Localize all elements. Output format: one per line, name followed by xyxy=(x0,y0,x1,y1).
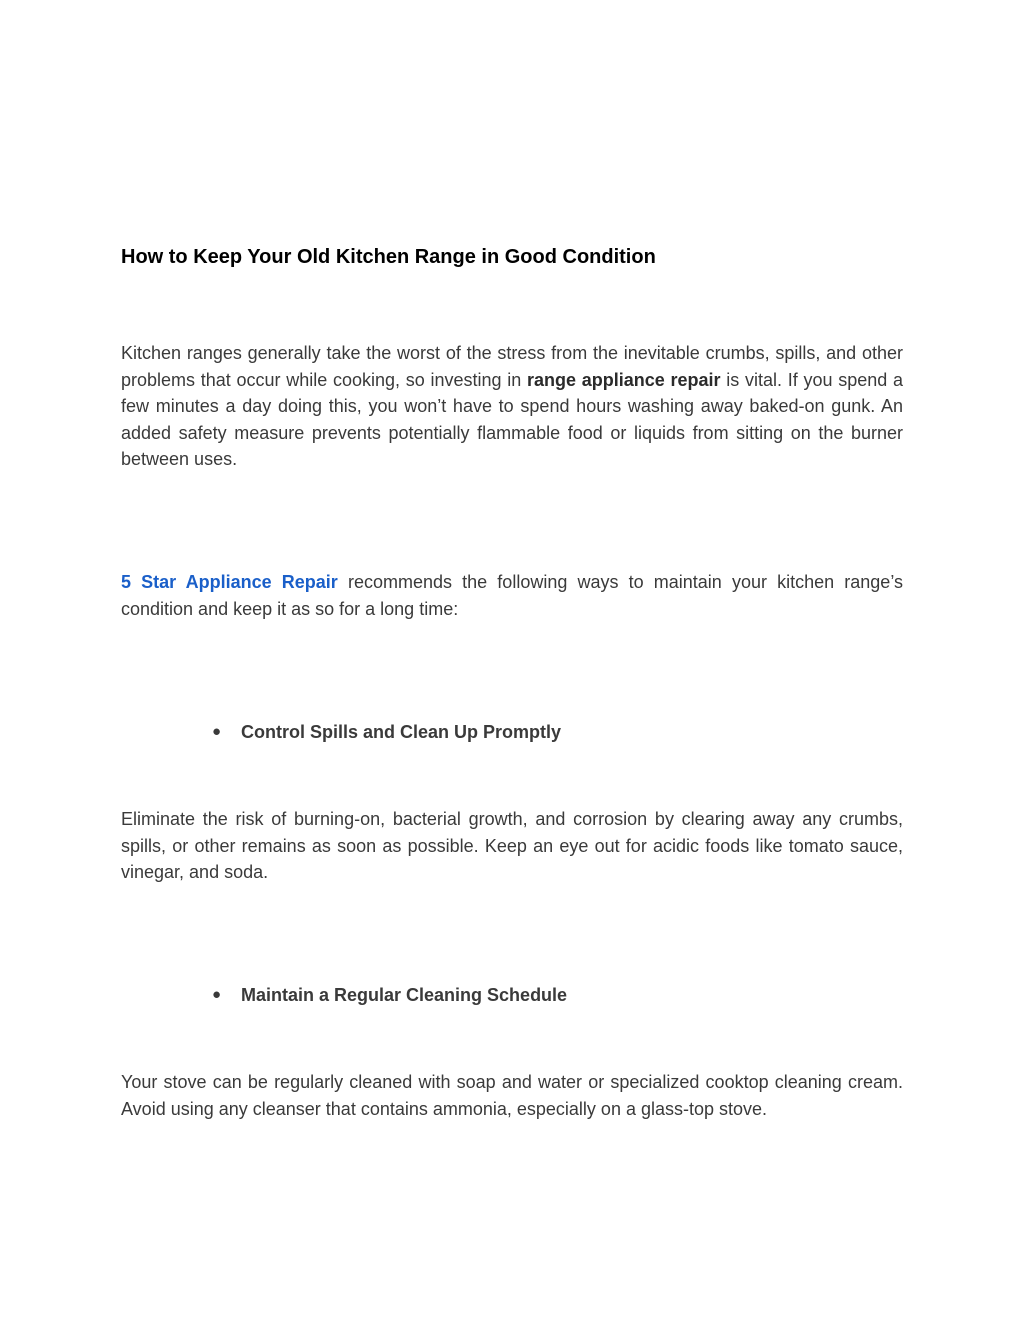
cleaning-schedule-paragraph: Your stove can be regularly cleaned with soap and water or specialized cooktop cleaning cream. Avoid using any cleanser that contains ammonia, especially on a glass-top stove. xyxy=(121,1072,903,1119)
recommend-text: recommends the following ways to maintain your kitchen range’s condition and keep it as so for a long time: xyxy=(121,572,903,619)
bullet-heading-cleaning-schedule xyxy=(212,982,902,1008)
bullet-heading-text: Control Spills and Clean Up Promptly xyxy=(241,722,562,742)
bullet-heading-text: Maintain a Regular Cleaning Schedule xyxy=(241,985,568,1005)
bullet-heading-control-spills xyxy=(212,719,902,745)
intro-text-start: Kitchen ranges generally take the worst of the stress from the inevitable crumbs, spills, and other problems that occur while cooking, so investing in xyxy=(121,343,903,390)
page-title: How to Keep Your Old Kitchen Range in Good Condition xyxy=(121,246,656,268)
company-link[interactable]: 5 Star Appliance Repair xyxy=(121,572,338,592)
intro-bold-phrase: range appliance repair xyxy=(527,369,721,390)
intro-text-end: is vital. If you spend a few minutes a day doing this, you won’t have to spend hours washing away baked-on gunk. An added safety measure prevents potentially flammable food or liquids from sitting on the burner between uses. xyxy=(121,369,903,470)
bullet-icon: ● xyxy=(212,986,222,1003)
control-spills-paragraph: Eliminate the risk of burning-on, bacterial growth, and corrosion by clearing away any crumbs, spills, or other remains as soon as possible. Keep an eye out for acidic foods like tomato sauce, vinegar, and soda. xyxy=(121,809,903,883)
recommend-paragraph xyxy=(121,569,903,622)
bullet-icon: ● xyxy=(212,723,222,740)
intro-paragraph xyxy=(121,340,903,473)
